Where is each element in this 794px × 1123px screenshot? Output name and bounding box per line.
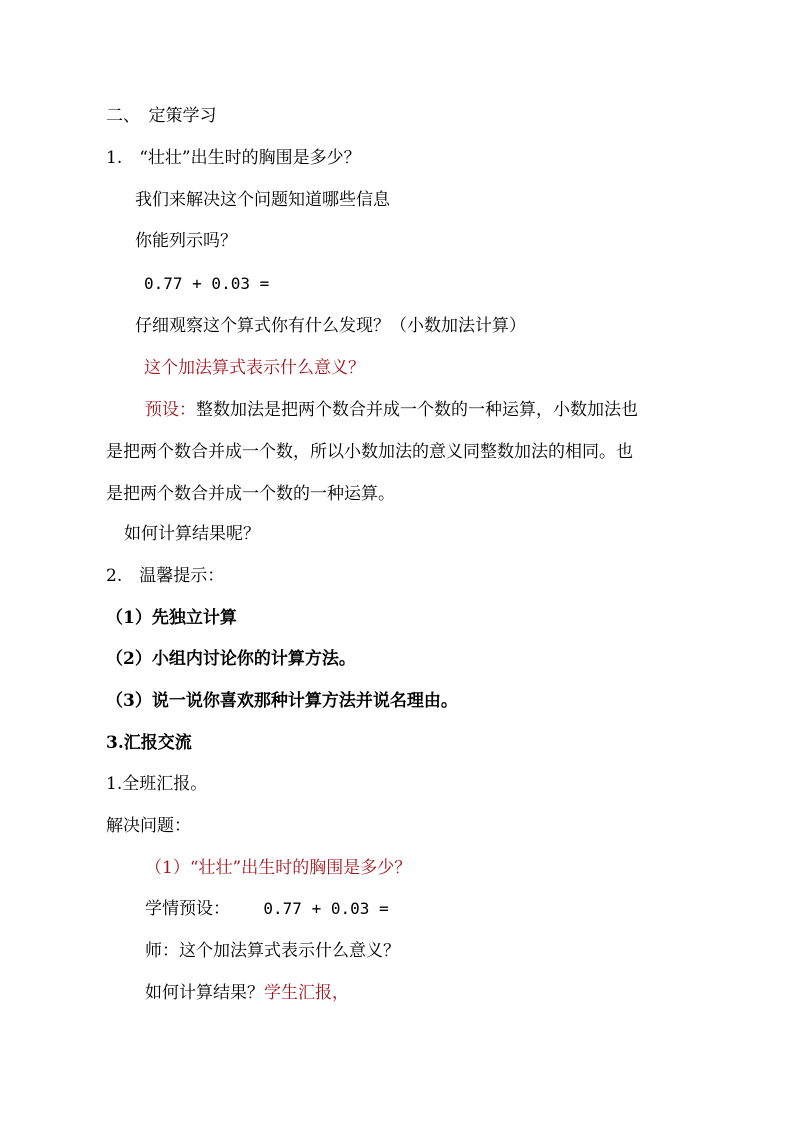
student-preset-label: 学情预设： [145,899,230,919]
teacher-question: 师：这个加法算式表示什么意义？ [145,941,400,961]
section-title: 二、 定策学习 [106,106,217,126]
question-1-list: 你能列示吗？ [135,231,237,251]
report-title: 3.汇报交流 [106,733,192,753]
question-1-info: 我们来解决这个问题知道哪些信息 [135,190,390,210]
preset-line-1 [145,398,638,422]
formula: 0.77 + 0.03 = [144,274,270,293]
student-preset [145,897,389,921]
preset-line-3: 是把两个数合并成一个数的一种运算。 [106,484,395,504]
how-compute: 如何计算结果呢？ [124,524,260,544]
tip-1: （1）先独立计算 [106,608,237,628]
student-report: 学生汇报， [264,983,349,1003]
compute-question-line [145,981,349,1005]
meaning-question: 这个加法算式表示什么意义？ [144,358,365,378]
compute-question: 如何计算结果？ [145,983,264,1003]
tip-2: （2）小组内讨论你的计算方法。 [106,649,356,669]
report-1: 1.全班汇报。 [106,774,208,794]
observe-question: 仔细观察这个算式你有什么发现？（小数加法计算） [135,316,526,336]
tips-title: 2. 温馨提示： [106,566,225,586]
solve-label: 解决问题： [106,816,191,836]
student-formula: 0.77 + 0.03 = [263,899,389,918]
preset-text: 整数加法是把两个数合并成一个数的一种运算，小数加法也 [196,400,638,420]
solve-question: （1）“壮壮”出生时的胸围是多少？ [145,858,412,878]
tip-3: （3）说一说你喜欢那种计算方法并说名理由。 [106,691,458,711]
preset-label: 预设： [145,400,196,420]
question-1: 1. “壮壮”出生时的胸围是多少？ [106,148,361,168]
preset-line-2: 是把两个数合并成一个数，所以小数加法的意义同整数加法的相同。也 [106,442,633,462]
